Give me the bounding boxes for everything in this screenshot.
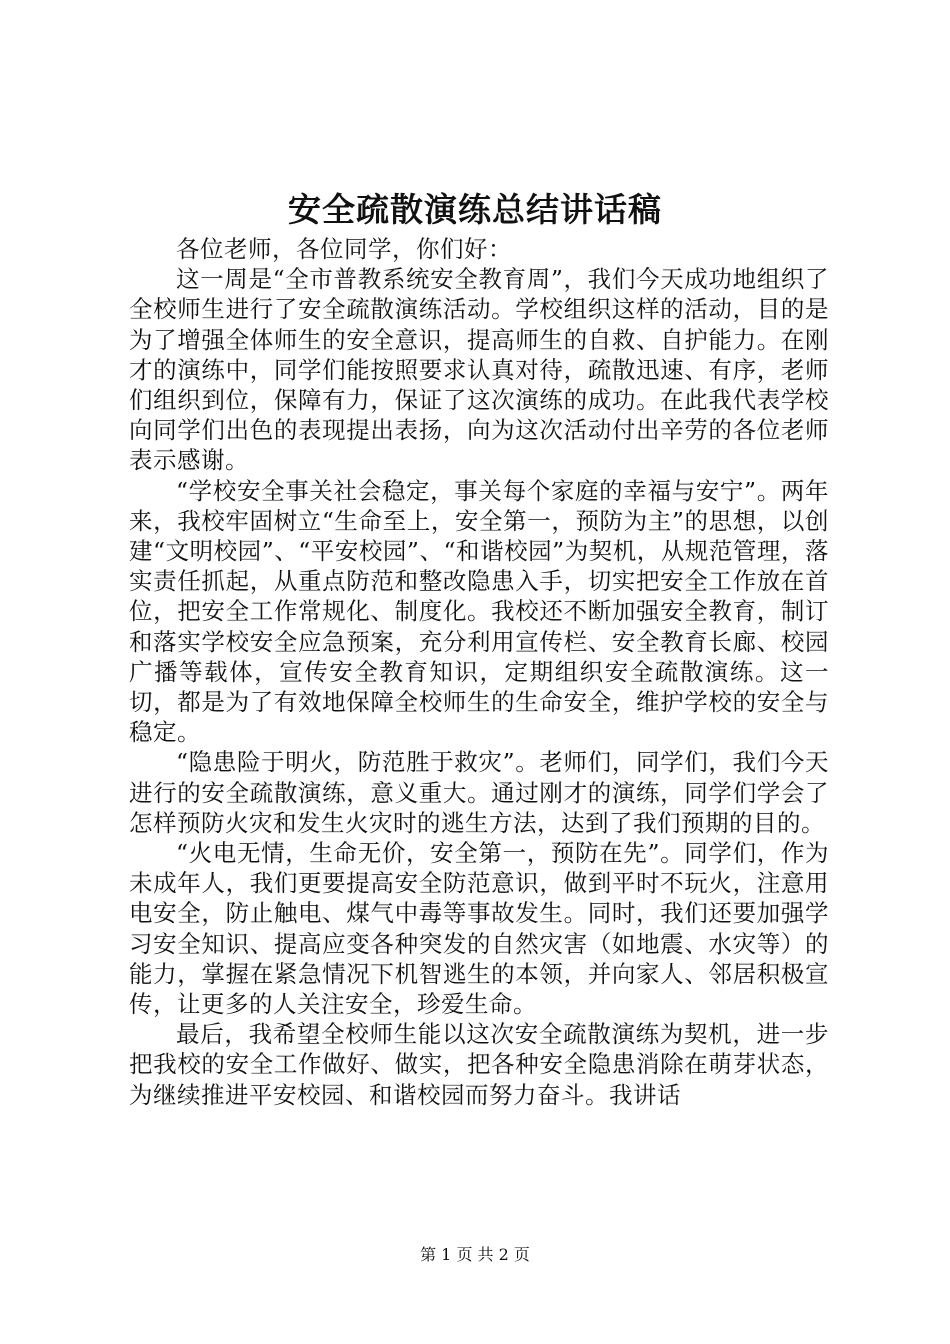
body-paragraph: “火电无情，生命无价，安全第一，预防在先”。同学们，作为未成年人，我们更要提高安全防范意识，做到平时不玩火，注意用电安全，防止触电、煤气中毒等事故发生。同时，我们还要加强学习安全知识、提高应变各种突发的自然灾害（如地震、水灾等）的能力，掌握在紧急情况下机智逃生的本领，并向家人、邻居积极宣传，让更多的人关注安全，珍爱生命。: [129, 839, 829, 1019]
body-paragraph: 这一周是“全市普教系统安全教育周”，我们今天成功地组织了全校师生进行了安全疏散演练活动。学校组织这样的活动，目的是为了增强全体师生的安全意识，提高师生的自救、自护能力。在刚才的演练中，同学们能按照要求认真对待，疏散迅速、有序，老师们组织到位，保障有力，保证了这次演练的成功。在此我代表学校向同学们出色的表现提出表扬，向为这次活动付出辛劳的各位老师表示感谢。: [129, 265, 829, 475]
document-body: [129, 234, 829, 1110]
body-paragraph: “隐患险于明火，防范胜于救灾”。老师们，同学们，我们今天进行的安全疏散演练，意义重大。通过刚才的演练，同学们学会了怎样预防火灾和发生火灾时的逃生方法，达到了我们预期的目的。: [129, 748, 829, 837]
document-title: 安全疏散演练总结讲话稿: [288, 190, 662, 229]
body-paragraph: “学校安全事关社会稳定，事关每个家庭的幸福与安宁”。两年来，我校牢固树立“生命至上，安全第一，预防为主”的思想，以创建“文明校园”、“平安校园”、“和谐校园”为契机，从规范管理，落实责任抓起，从重点防范和整改隐患入手，切实把安全工作放在首位，把安全工作常规化、制度化。我校还不断加强安全教育，制订和落实学校安全应急预案，充分利用宣传栏、安全教育长廊、校园广播等载体，宣传安全教育知识，定期组织安全疏散演练。这一切，都是为了有效地保障全校师生的生命安全，维护学校的安全与稳定。: [129, 476, 829, 747]
body-paragraph: 最后，我希望全校师生能以这次安全疏散演练为契机，进一步把我校的安全工作做好、做实，把各种安全隐患消除在萌芽状态，为继续推进平安校园、和谐校园而努力奋斗。我讲话: [129, 1020, 829, 1109]
page-footer: 第 1 页 共 2 页: [420, 1245, 530, 1264]
greeting-paragraph: 各位老师，各位同学，你们好：: [176, 235, 512, 263]
